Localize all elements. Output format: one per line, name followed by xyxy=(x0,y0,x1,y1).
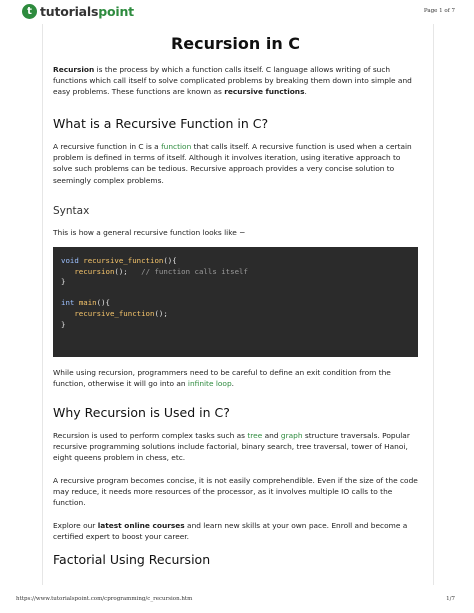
syntax-intro: This is how a general recursive function looks like − xyxy=(53,228,246,237)
page-header xyxy=(0,0,474,26)
intro-bold-recursive-functions: recursive functions xyxy=(224,87,305,97)
latest-courses-link[interactable]: latest online courses xyxy=(97,521,185,530)
logo-text-part1: tutorials xyxy=(40,4,99,19)
intro-end: . xyxy=(304,87,307,97)
code-text xyxy=(61,256,248,330)
tutorialspoint-logo[interactable] xyxy=(22,4,134,19)
page-title: Recursion in C xyxy=(170,34,301,53)
explore-text-1: Explore our xyxy=(53,521,98,530)
graph-link[interactable]: graph xyxy=(280,431,303,440)
code-comment: // function calls itself xyxy=(141,266,248,276)
warn-text-2: . xyxy=(231,379,234,389)
what-paragraph xyxy=(53,141,418,186)
why-text-2: and xyxy=(262,431,281,440)
logo-text xyxy=(40,4,134,19)
logo-text-part2: point xyxy=(98,4,134,19)
code-block[interactable] xyxy=(53,247,418,357)
warning-paragraph xyxy=(53,367,418,389)
code-punct: (){ xyxy=(96,298,110,308)
why-text-3: structure traversals. Popular recursive programming solutions include factorial, binary search, tree traversal, tower of Hanoi, eight queens problem in chess, etc. xyxy=(53,431,410,463)
code-punct: } xyxy=(61,319,66,329)
why-paragraph xyxy=(53,430,418,464)
code-punct: } xyxy=(61,277,66,287)
code-function-name: recursive_function xyxy=(83,256,164,265)
code-function-name: recursion xyxy=(74,266,115,276)
why-text-1: Recursion is used to perform complex tasks such as xyxy=(53,431,248,440)
heading-what-is-recursive-function: What is a Recursive Function in C? xyxy=(53,116,269,131)
code-punct: (); xyxy=(154,308,168,318)
explore-text-2: and learn new skills at your own pace. Enroll and become a certified expert to boost your career. xyxy=(53,521,408,542)
page-count: Page 1 of 7 xyxy=(423,8,455,14)
infinite-loop-link[interactable]: infinite loop xyxy=(187,379,232,389)
code-function-name: main xyxy=(78,298,97,308)
explore-paragraph xyxy=(53,520,418,542)
heading-syntax: Syntax xyxy=(53,205,90,217)
warn-text-1: While using recursion, programmers need to be careful to define an exit condition from the function, otherwise it will go into an xyxy=(53,368,391,389)
intro-paragraph xyxy=(53,64,418,98)
function-link[interactable]: function xyxy=(161,142,192,151)
logo-icon: t xyxy=(22,4,37,19)
code-punct: (); xyxy=(114,266,128,276)
footer-url[interactable]: https://www.tutorialspoint.com/cprogramming/c_recursion.htm xyxy=(16,596,193,602)
code-keyword: int xyxy=(61,298,75,308)
code-function-name: recursive_function xyxy=(74,308,155,318)
heading-factorial: Factorial Using Recursion xyxy=(53,552,211,567)
code-punct: (){ xyxy=(163,256,177,265)
footer-page-number: 1/7 xyxy=(446,596,455,602)
what-text-1: A recursive function in C is a xyxy=(53,142,162,151)
what-text-2: that calls itself. A recursive function is used when a certain problem is defined in terms of itself. Although it involves iteration, using iterative approach to solve such problems can be tedious. Recursive approach provides a very concise solution to seemingly complex problems. xyxy=(53,142,412,185)
intro-text: is the process by which a function calls itself. C language allows writing of such functions which call itself to solve complicated problems by breaking them down into simple and easy problems. These functions are known as xyxy=(53,65,412,97)
code-keyword: void xyxy=(61,256,79,265)
article-sheet xyxy=(42,24,434,585)
tree-link[interactable]: tree xyxy=(247,431,263,440)
concise-paragraph: A recursive program becomes concise, it is not easily comprehendible. Even if the size of the code may reduce, it needs more resources of the processor, as it involves multiple IO calls to the function. xyxy=(53,476,418,508)
heading-why-recursion: Why Recursion is Used in C? xyxy=(53,405,230,420)
intro-bold-recursion: Recursion xyxy=(53,65,95,74)
